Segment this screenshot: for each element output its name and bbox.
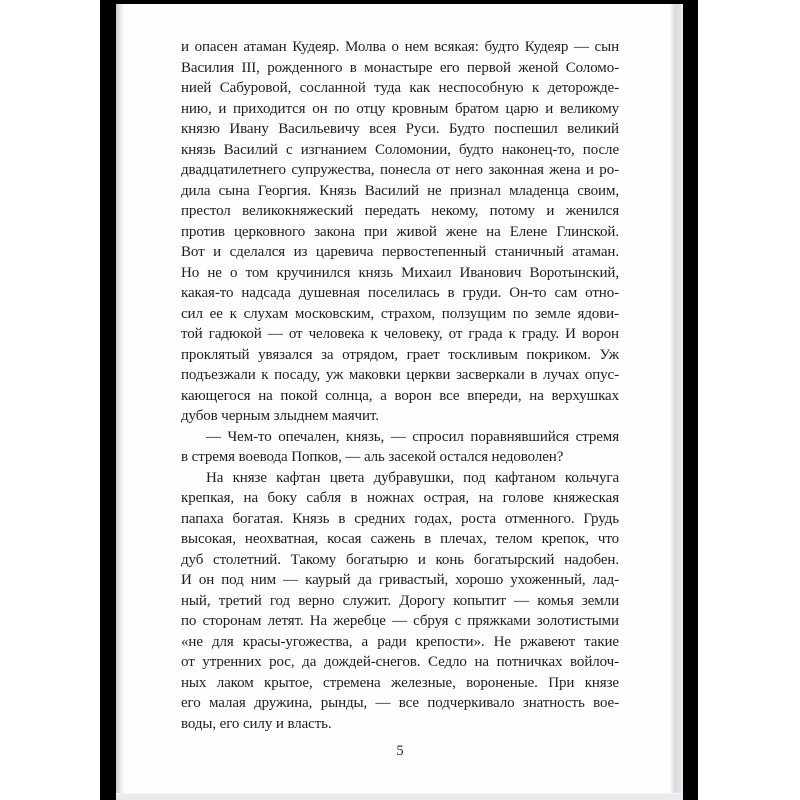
text-line: дуб столетний. Такому богатырю и конь богатырский надобен. [181, 551, 619, 568]
text-line: дубов черным злыднем маячит. [181, 408, 379, 424]
text-line: Василия III, рожденного в монастыре его первой женой Соломо- [181, 59, 619, 76]
paragraph [181, 468, 619, 735]
text-line: ный, третий год верно служит. Дорогу копытит — комья земли [181, 592, 619, 609]
paragraph [181, 427, 619, 468]
text-line: какая-то надсада душевная поселилась в груди. Он-то сам отно- [181, 285, 619, 301]
text-line: против церковного закона при живой жене на Елене Глинской. [181, 223, 619, 240]
page-edge-shadow-right [669, 4, 683, 800]
text-line: его малая дружина, рынды, — все подчеркивало знатность вое- [181, 695, 619, 711]
text-line: — Чем-то опечален, князь, — спросил поравнявшийся стремя [206, 428, 619, 445]
page-edge-shadow-bottom [116, 793, 683, 800]
book-page [116, 4, 683, 800]
text-line: нией Сабуровой, сосланной туда как неспособную к деторожде- [181, 80, 619, 96]
text-line: дила сына Георгия. Князь Василий не признал младенца своим, [181, 182, 619, 199]
text-line: кающегося на покой солнца, а ворон все впереди, на верхушках [181, 387, 619, 404]
text-line: проклятый увязался за отрядом, грает тоскливым покриком. Уж [181, 346, 619, 363]
text-line: и опасен атаман Кудеяр. Молва о нем всякая: будто Кудеяр — сын [181, 39, 619, 55]
text-line: сил ее к слухам московским, страхом, ползущим по земле ядови- [181, 305, 619, 322]
text-line: «не для красы-угожества, а ради крепости». Не ржавеют такие [181, 633, 619, 650]
text-line: На князе кафтан цвета дубравушки, под кафтаном кольчуга [206, 469, 619, 486]
text-line: Вот и сделался из царевича первостепенный станичный атаман. [181, 244, 619, 260]
text-line: папаха богатая. Князь в средних годах, роста отменного. Грудь [181, 510, 619, 527]
paragraph [181, 37, 619, 427]
text-line: воды, его силу и власть. [181, 715, 332, 732]
reader-frame [100, 0, 698, 800]
text-line: князь Василий с изгнанием Соломонии, будто наконец-то, после [181, 141, 619, 158]
text-line: высокая, неохватная, косая сажень в плечах, телом крепок, что [181, 531, 619, 547]
text-line: князю Ивану Васильевичу всея Руси. Будто поспешил великий [181, 121, 619, 137]
page-text [181, 37, 619, 760]
text-line: по сторонам летят. На жеребце — сбруя с пряжками золотистыми [181, 613, 619, 629]
text-line: той гадюкой — от человека к человеку, от града к граду. И ворон [181, 326, 619, 342]
text-line: двадцатилетнего супружества, понесла от него законная жена и ро- [181, 162, 619, 178]
text-line: И он под ним — каурый да гривастый, хорошо ухоженный, лад- [181, 572, 619, 588]
text-line: престол великокняжеский передать некому, потому и женился [181, 203, 619, 219]
text-line: нию, и приходится он по отцу кровным братом царю и великому [181, 100, 619, 117]
text-line: подъезжали к посаду, уж маковки церкви засверкали в лучах опус- [181, 367, 619, 383]
text-line: Но не о том кручинился князь Михаил Иванович Воротынский, [181, 264, 619, 281]
text-line: в стремя воевода Попков, — аль засекой остался недоволен? [181, 449, 564, 465]
text-line: ных лаком крытое, стремена железные, вороненые. При князе [181, 674, 619, 691]
page-edge-shadow-left [116, 4, 125, 800]
text-line: от утренних рос, да дождей-снегов. Седло на потничках войлоч- [181, 654, 619, 670]
text-line: крепкая, на боку сабля в ножнах острая, на голове княжеская [181, 490, 619, 506]
page-number: 5 [396, 743, 404, 759]
